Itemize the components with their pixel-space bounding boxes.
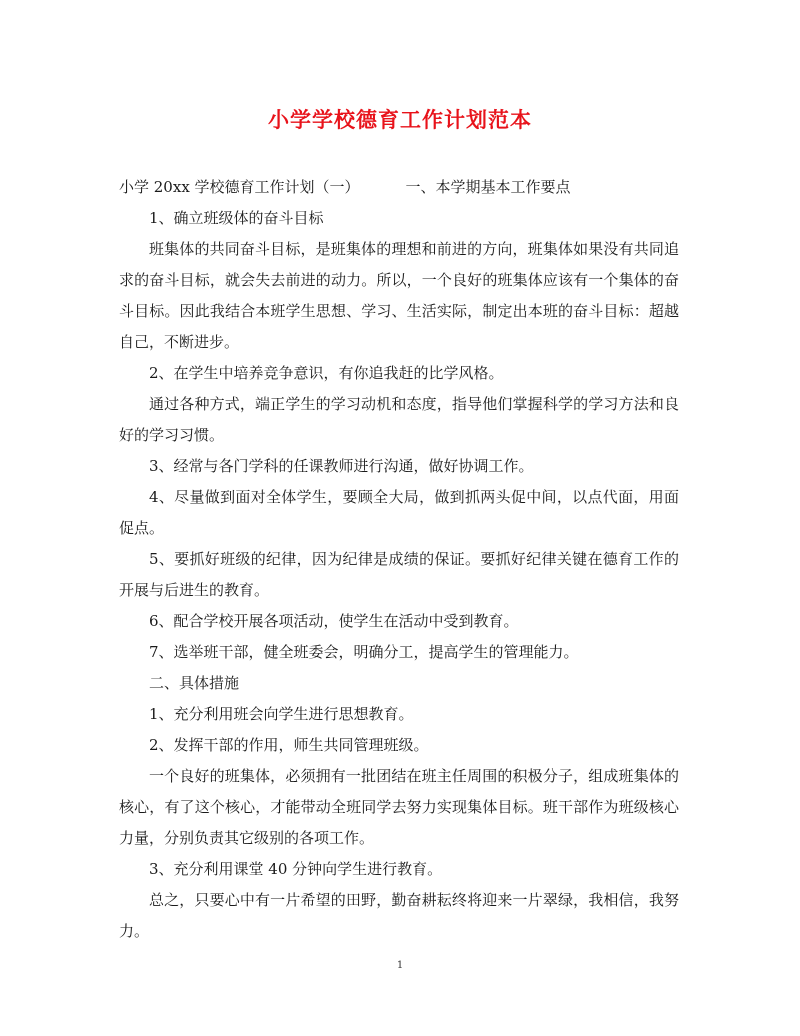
- paragraph: 1、充分利用班会向学生进行思想教育。: [149, 705, 414, 723]
- section-heading-1: 一、本学期基本工作要点: [405, 178, 571, 196]
- paragraph: 5、要抓好班级的纪律，因为纪律是成绩的保证。要抓好纪律关键在德育工作的开展与后进生的教育。: [119, 550, 679, 599]
- paragraph: 4、尽量做到面对全体学生，要顾全大局，做到抓两头促中间，以点代面，用面促点。: [119, 488, 679, 537]
- paragraph: 1、确立班级体的奋斗目标: [149, 209, 324, 227]
- paragraph: 2、发挥干部的作用，师生共同管理班级。: [149, 736, 429, 754]
- paragraph: 3、充分利用课堂 40 分钟向学生进行教育。: [149, 860, 443, 878]
- paragraph: 3、经常与各门学科的任课教师进行沟通，做好协调工作。: [149, 457, 534, 475]
- paragraph: 通过各种方式，端正学生的学习动机和态度，指导他们掌握科学的学习方法和良好的学习习惯。: [119, 395, 679, 444]
- document-title: 小学学校德育工作计划范本: [268, 107, 532, 132]
- paragraph: 2、在学生中培养竞争意识，有你追我赶的比学风格。: [149, 364, 504, 382]
- plan-heading: 小学 20xx 学校德育工作计划（一）: [119, 178, 360, 196]
- document-body: [119, 172, 679, 947]
- paragraph: 一个良好的班集体，必须拥有一批团结在班主任周围的积极分子，组成班集体的核心，有了这个核心，才能带动全班同学去努力实现集体目标。班干部作为班级核心力量，分别负责其它级别的各项工作。: [119, 767, 679, 847]
- section-heading-2: 二、具体措施: [149, 674, 240, 692]
- paragraph: 总之，只要心中有一片希望的田野，勤奋耕耘终将迎来一片翠绿，我相信，我努力。: [119, 891, 679, 940]
- page-number: 1: [396, 960, 404, 971]
- paragraph: 7、选举班干部，健全班委会，明确分工，提高学生的管理能力。: [149, 643, 579, 661]
- paragraph: 班集体的共同奋斗目标，是班集体的理想和前进的方向，班集体如果没有共同追求的奋斗目标，就会失去前进的动力。所以，一个良好的班集体应该有一个集体的奋斗目标。因此我结合本班学生思想、学习、生活实际，制定出本班的奋斗目标：超越自己，不断进步。: [119, 240, 679, 351]
- first-line: [119, 172, 679, 203]
- paragraph: 6、配合学校开展各项活动，使学生在活动中受到教育。: [149, 612, 519, 630]
